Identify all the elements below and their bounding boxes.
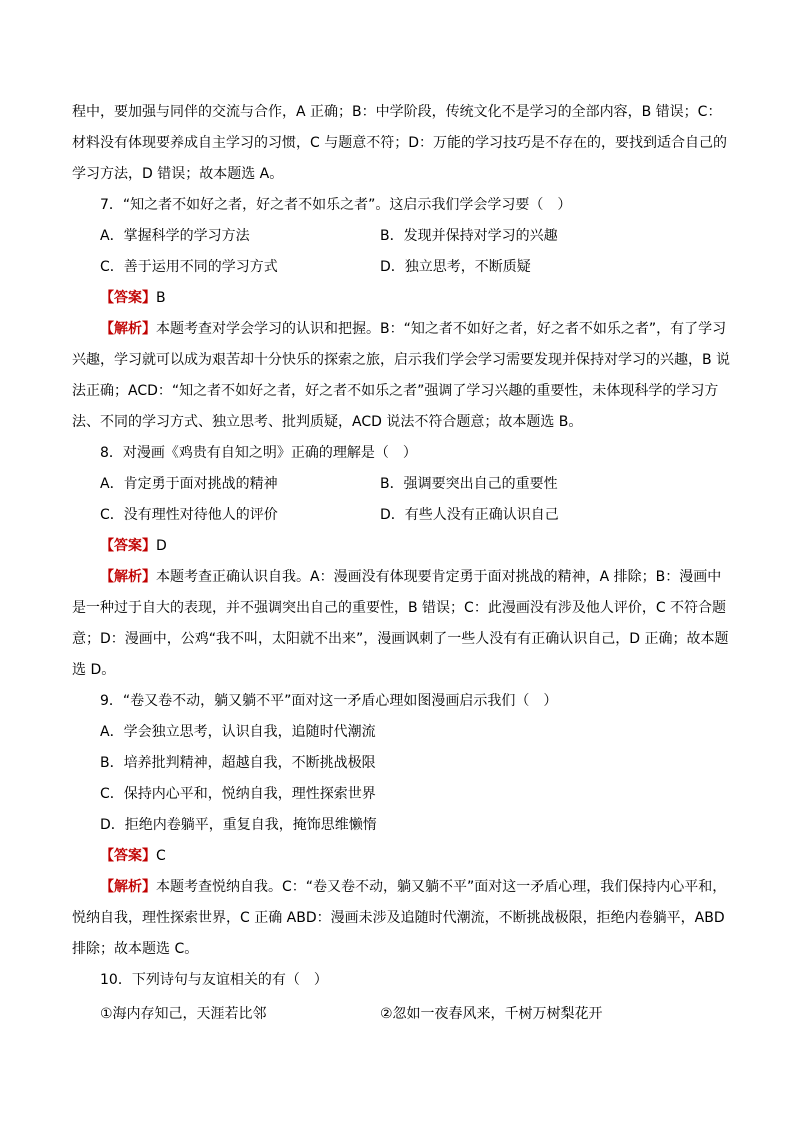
- q8-analysis-line-3: 意；D：漫画中，公鸡“我不叫，太阳就不出来”，漫画讽刺了一些人没有有正确认识自己，D 正确；故本题: [72, 631, 729, 647]
- q9-answer-label: 【答案】: [100, 848, 156, 864]
- q10-option-2: ②忽如一夜春风来，千树万树梨花开: [380, 1006, 603, 1022]
- q9-analysis-line-3: 排除；故本题选 C。: [72, 941, 199, 957]
- q8-analysis-line-2: 是一种过于自大的表现，并不强调突出自己的重要性，B 错误；C：此漫画没有涉及他人评价，C 不符合题: [72, 600, 727, 616]
- q7-analysis-label: 【解析】: [100, 321, 156, 337]
- q8-option-d: D．有些人没有正确认识自己: [380, 507, 559, 523]
- q8-answer-label: 【答案】: [100, 538, 156, 554]
- q7-option-c: C．善于运用不同的学习方式: [100, 259, 278, 275]
- q9-option-a: A．学会独立思考，认识自我，追随时代潮流: [100, 724, 376, 740]
- q9-option-b: B．培养批判精神，超越自我，不断挑战极限: [100, 755, 376, 771]
- intro-line-3: 学习方法，D 错误；故本题选 A。: [72, 166, 284, 182]
- q8-analysis-line-1: [100, 567, 721, 587]
- q9-option-c: C．保持内心平和，悦纳自我，理性探索世界: [100, 786, 376, 802]
- q9-analysis-text-1: 本题考查悦纳自我。C：“卷又卷不动，躺又躺不平”面对这一矛盾心理，我们保持内心平和，: [156, 879, 727, 895]
- q7-analysis-line-2: 兴趣，学习就可以成为艰苦却十分快乐的探索之旅，启示我们学会学习需要发现并保持对学习的兴趣，B 说: [72, 352, 731, 368]
- q7-answer: [100, 288, 166, 308]
- q9-analysis-label: 【解析】: [100, 879, 156, 895]
- q7-answer-value: B: [156, 290, 166, 306]
- q7-option-b: B．发现并保持对学习的兴趣: [380, 228, 558, 244]
- q8-option-b: B．强调要突出自己的重要性: [380, 476, 558, 492]
- q8-analysis-line-4: 选 D。: [72, 662, 116, 678]
- q7-stem: 7．“知之者不如好之者，好之者不如乐之者”。这启示我们学会学习要（ ）: [100, 197, 572, 213]
- q10-stem: 10．下列诗句与友谊相关的有（ ）: [100, 972, 328, 988]
- q8-option-c: C．没有理性对待他人的评价: [100, 507, 278, 523]
- q8-analysis-text-1: 本题考查正确认识自我。A：漫画没有体现要肯定勇于面对挑战的精神，A 排除；B：漫画中: [156, 569, 722, 585]
- q8-option-a: A．肯定勇于面对挑战的精神: [100, 476, 278, 492]
- q8-answer-value: D: [156, 538, 167, 554]
- q7-analysis-line-1: [100, 319, 726, 339]
- q8-analysis-label: 【解析】: [100, 569, 156, 585]
- q7-analysis-line-4: 法、不同的学习方式、独立思考、批判质疑，ACD 说法不符合题意；故本题选 B。: [72, 414, 583, 430]
- q9-answer: [100, 846, 166, 866]
- q7-option-a: A．掌握科学的学习方法: [100, 228, 250, 244]
- q9-option-d: D．拒绝内卷躺平，重复自我，掩饰思维懒惰: [100, 817, 377, 833]
- q10-option-1: ①海内存知己，天涯若比邻: [100, 1006, 267, 1022]
- q9-analysis-line-2: 悦纳自我，理性探索世界，C 正确 ABD：漫画未涉及追随时代潮流，不断挑战极限，拒绝内卷躺平，ABD: [72, 910, 725, 926]
- intro-line-1: 程中，要加强与同伴的交流与合作，A 正确；B：中学阶段，传统文化不是学习的全部内容，B 错误；C：: [72, 104, 722, 120]
- q7-answer-label: 【答案】: [100, 290, 156, 306]
- q7-analysis-line-3: 法正确；ACD：“知之者不如好之者，好之者不如乐之者”强调了学习兴趣的重要性，未体现科学的学习方: [72, 383, 719, 399]
- intro-line-2: 材料没有体现要养成自主学习的习惯，C 与题意不符；D：万能的学习技巧是不存在的，要找到适合自己的: [72, 135, 728, 151]
- q8-stem: 8．对漫画《鸡贵有自知之明》正确的理解是（ ）: [100, 445, 417, 461]
- q8-answer: [100, 536, 167, 556]
- q7-analysis-text-1: 本题考查对学会学习的认识和把握。B：“知之者不如好之者，好之者不如乐之者”，有了学习: [156, 321, 727, 337]
- q9-stem: 9．“卷又卷不动，躺又躺不平”面对这一矛盾心理如图漫画启示我们（ ）: [100, 693, 558, 709]
- q9-answer-value: C: [156, 848, 166, 864]
- q9-analysis-line-1: [100, 877, 726, 897]
- q7-option-d: D．独立思考，不断质疑: [380, 259, 531, 275]
